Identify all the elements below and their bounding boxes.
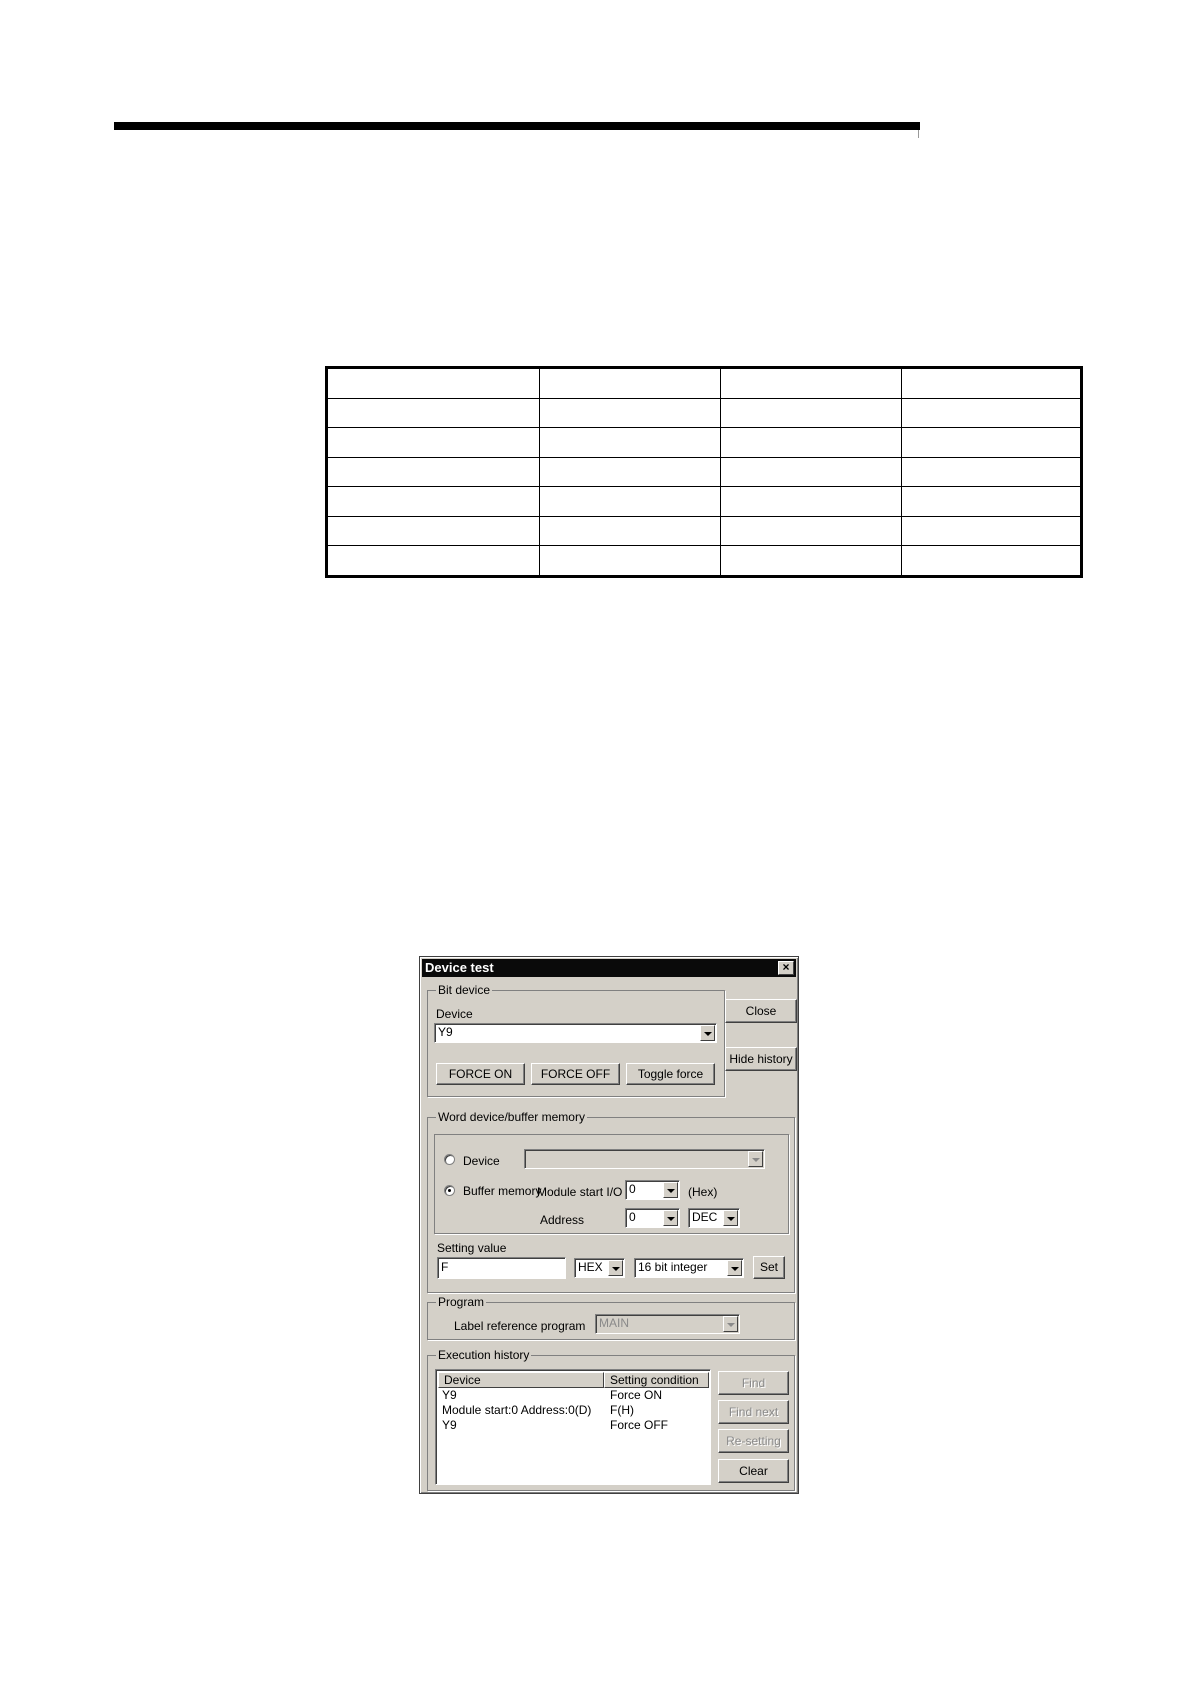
table-cell [327, 457, 540, 487]
column-header-setting-condition[interactable]: Setting condition [604, 1372, 709, 1388]
table-cell [902, 546, 1082, 577]
bit-device-value: Y9 [438, 1025, 453, 1039]
table-cell [902, 487, 1082, 517]
set-button[interactable]: Set [753, 1256, 785, 1279]
bit-device-label: Bit device [438, 983, 491, 997]
title-bar[interactable] [422, 959, 796, 977]
program-value: MAIN [599, 1316, 629, 1330]
history-condition: Force OFF [610, 1418, 669, 1432]
table-cell [540, 428, 721, 458]
chevron-down-icon[interactable] [723, 1210, 738, 1226]
close-icon[interactable]: × [778, 961, 794, 975]
device-radio-label: Device [463, 1154, 500, 1168]
module-start-combobox[interactable] [625, 1180, 680, 1200]
table-row [327, 457, 1082, 487]
module-start-label: Module start I/O [537, 1185, 623, 1199]
table-row [327, 516, 1082, 546]
table-row [327, 368, 1082, 399]
clear-button[interactable]: Clear [718, 1459, 789, 1483]
table-cell [721, 428, 902, 458]
table-cell [902, 457, 1082, 487]
address-format-value: DEC [692, 1210, 718, 1224]
table-cell [540, 487, 721, 517]
table-cell [721, 487, 902, 517]
table-cell [327, 487, 540, 517]
execution-history-label: Execution history [438, 1348, 530, 1362]
force-off-button[interactable]: FORCE OFF [531, 1063, 620, 1085]
setting-value-input[interactable]: F [437, 1257, 566, 1279]
bit-device-field-label: Device [436, 1007, 473, 1021]
table-cell [327, 546, 540, 577]
close-button[interactable]: Close [725, 999, 797, 1023]
buffer-memory-label: Buffer memory [463, 1184, 542, 1198]
value-type-combobox[interactable] [634, 1258, 744, 1278]
table-cell [902, 398, 1082, 428]
chevron-down-icon[interactable] [727, 1260, 742, 1276]
table-row [327, 428, 1082, 458]
device-test-dialog [419, 956, 799, 1494]
setting-value-label: Setting value [437, 1241, 507, 1255]
value-format-value: HEX [578, 1260, 603, 1274]
table-row [327, 398, 1082, 428]
table-cell [327, 368, 540, 399]
table-cell [540, 516, 721, 546]
chevron-down-icon[interactable] [723, 1316, 738, 1332]
chevron-down-icon[interactable] [608, 1260, 623, 1276]
chevron-down-icon[interactable] [700, 1025, 715, 1041]
resetting-button[interactable]: Re-setting [718, 1429, 789, 1453]
table-cell [327, 428, 540, 458]
header-rule-tick [918, 130, 919, 138]
hex-label: (Hex) [688, 1185, 718, 1199]
table-cell [721, 457, 902, 487]
hide-history-button[interactable]: Hide history [725, 1047, 797, 1071]
table-cell [540, 457, 721, 487]
history-condition: Force ON [610, 1388, 663, 1402]
value-format-combobox[interactable] [574, 1258, 625, 1278]
history-device: Y9 [442, 1418, 457, 1432]
table-cell [902, 516, 1082, 546]
address-combobox[interactable] [625, 1208, 680, 1228]
chevron-down-icon[interactable] [663, 1210, 678, 1226]
table-row [327, 546, 1082, 577]
dialog-title: Device test [425, 960, 494, 975]
table-cell [540, 398, 721, 428]
module-start-value: 0 [629, 1182, 636, 1196]
value-type-value: 16 bit integer [638, 1260, 708, 1274]
device-radio[interactable] [444, 1154, 455, 1165]
word-device-label: Word device/buffer memory [438, 1110, 585, 1124]
chevron-down-icon[interactable] [663, 1182, 678, 1198]
history-device: Y9 [442, 1388, 457, 1402]
word-device-combobox[interactable] [524, 1149, 765, 1169]
table-cell [902, 368, 1082, 399]
table-row [327, 487, 1082, 517]
force-on-button[interactable]: FORCE ON [436, 1063, 525, 1085]
table-cell [327, 516, 540, 546]
table-cell [721, 516, 902, 546]
buffer-memory-radio[interactable] [444, 1185, 455, 1196]
find-button[interactable]: Find [718, 1371, 789, 1395]
chevron-down-icon[interactable] [748, 1151, 763, 1167]
document-table [325, 366, 1083, 578]
find-next-button[interactable]: Find next [718, 1400, 789, 1424]
address-value: 0 [629, 1210, 636, 1224]
table-cell [721, 368, 902, 399]
table-cell [902, 428, 1082, 458]
table-cell [540, 546, 721, 577]
header-rule [114, 122, 920, 130]
program-combobox[interactable] [595, 1314, 740, 1334]
label-reference-label: Label reference program [454, 1319, 586, 1333]
program-label: Program [438, 1295, 485, 1309]
history-condition: F(H) [610, 1403, 634, 1417]
history-device: Module start:0 Address:0(D) [442, 1403, 592, 1417]
address-label: Address [540, 1213, 585, 1227]
bit-device-combobox[interactable] [434, 1023, 717, 1043]
toggle-force-button[interactable]: Toggle force [626, 1063, 715, 1085]
table-cell [327, 398, 540, 428]
history-list[interactable] [435, 1369, 711, 1485]
table-cell [721, 546, 902, 577]
address-format-combobox[interactable] [688, 1208, 740, 1228]
column-header-device[interactable]: Device [438, 1372, 604, 1388]
table-cell [721, 398, 902, 428]
table-cell [540, 368, 721, 399]
